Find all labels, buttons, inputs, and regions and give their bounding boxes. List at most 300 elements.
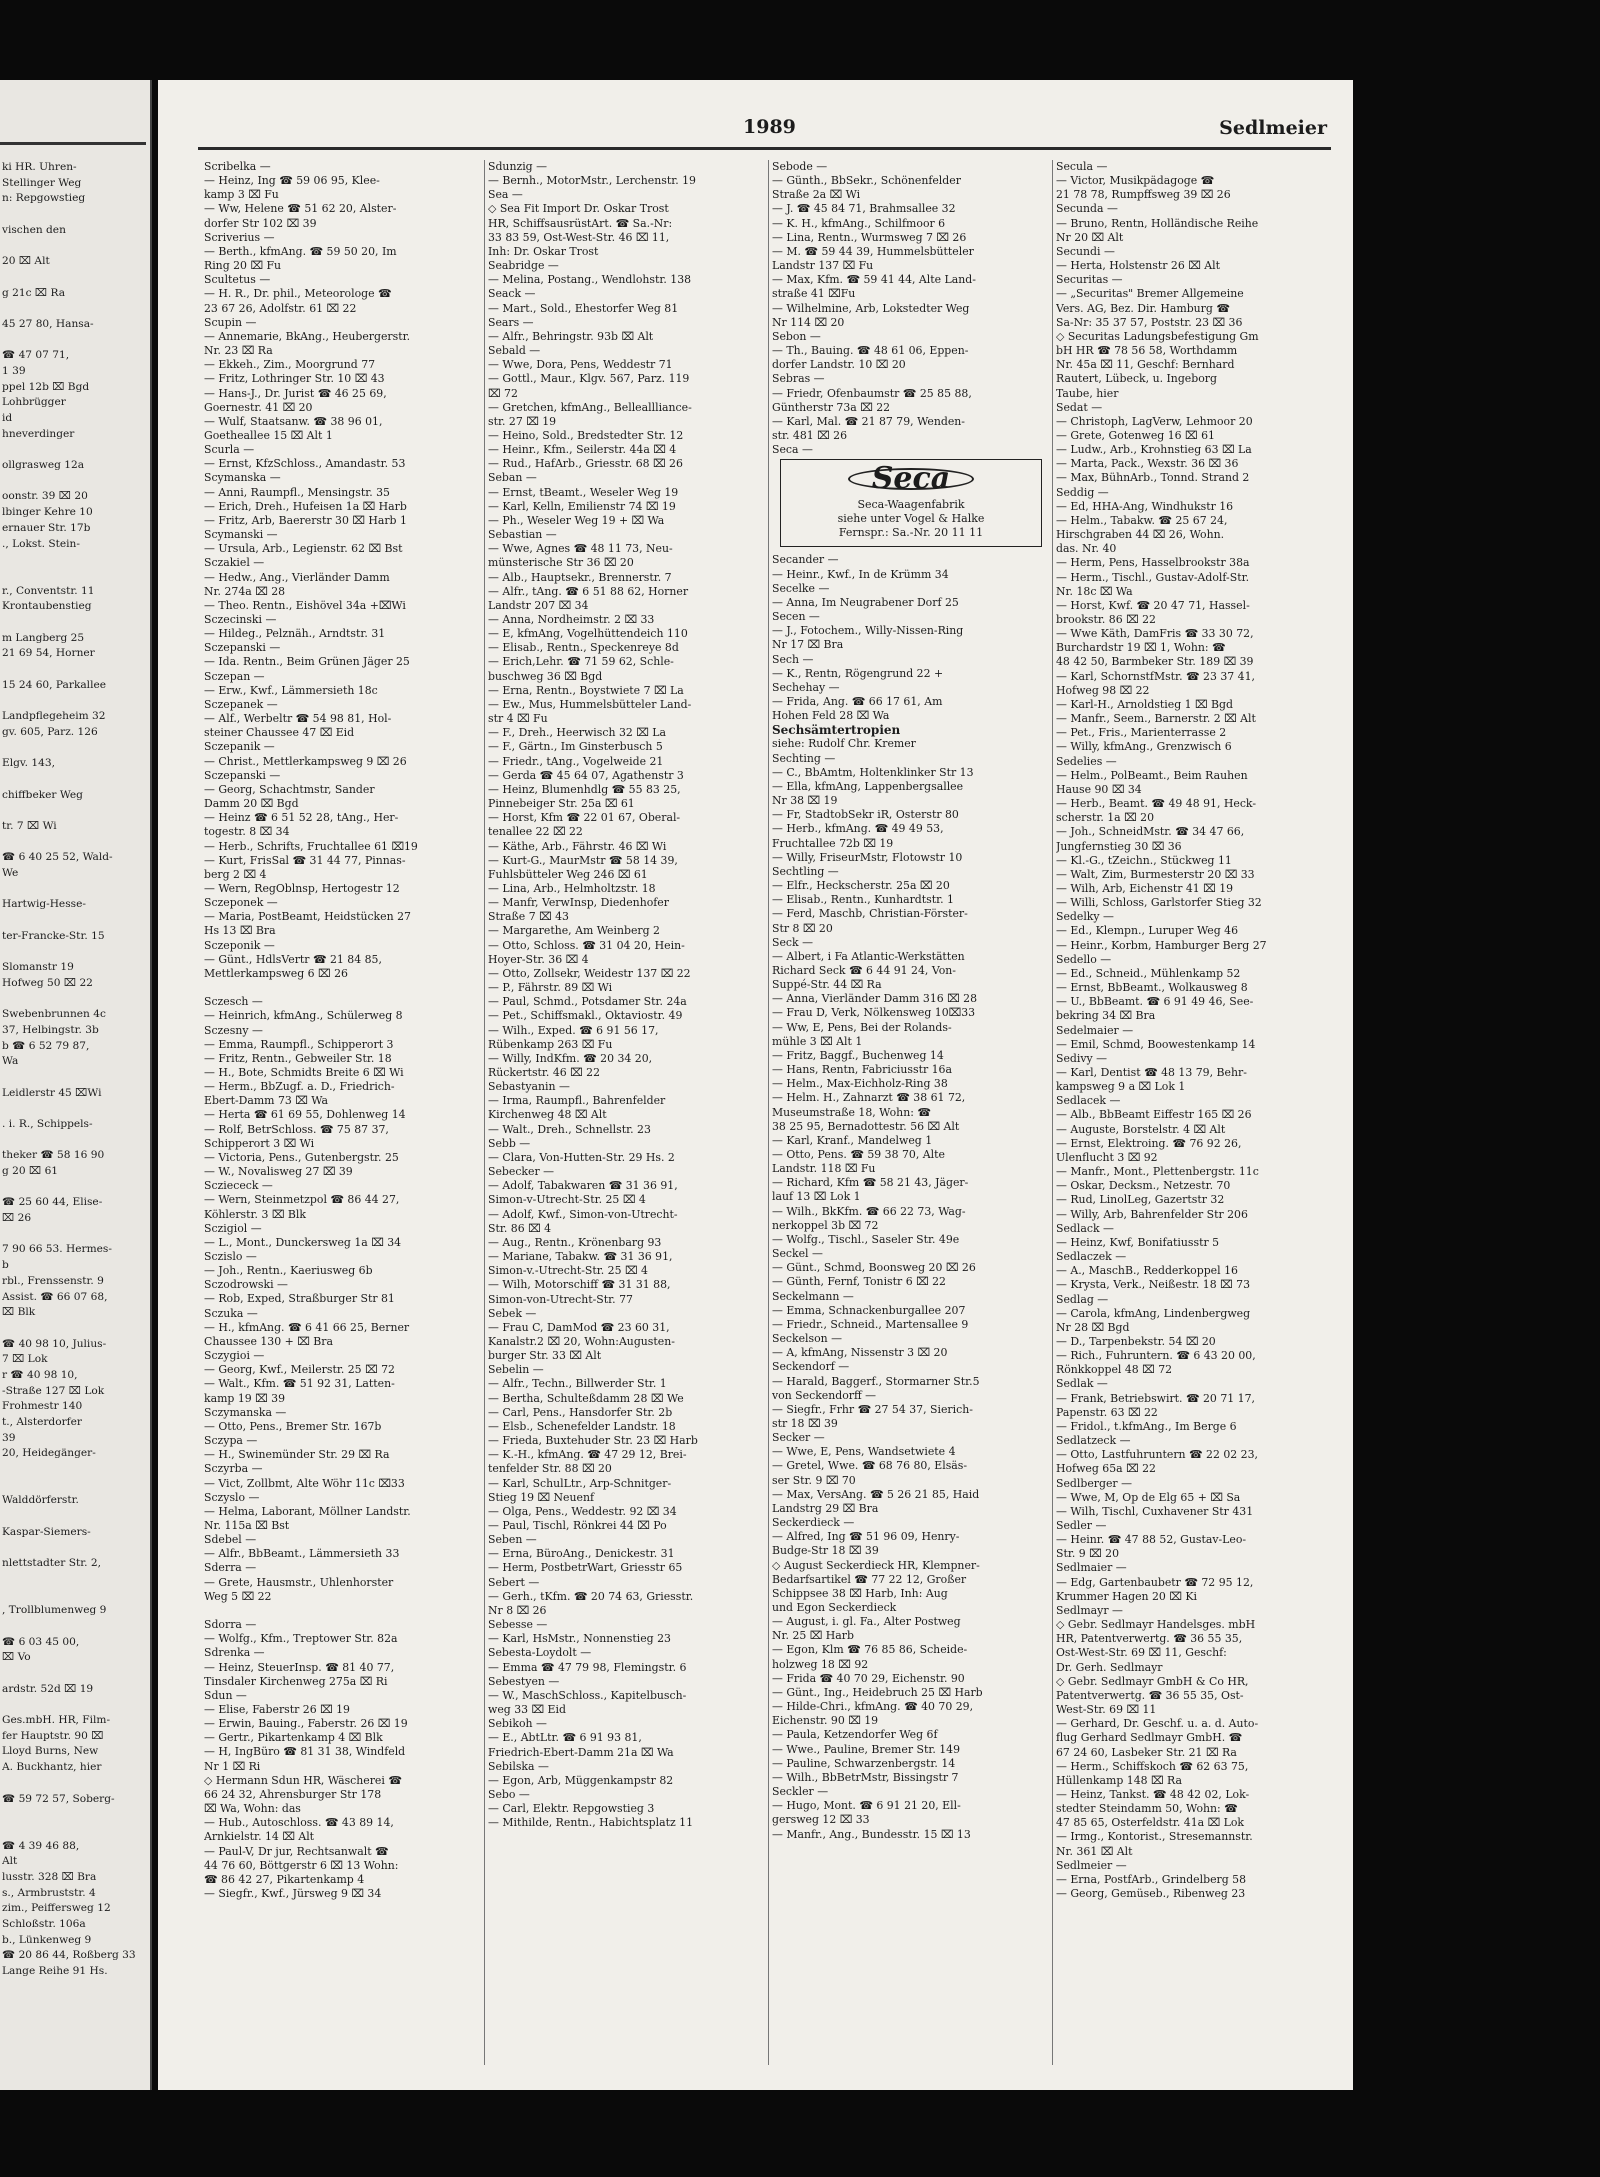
left-page-text <box>2 160 152 1980</box>
directory-entry-line: — K. H., kfmAng., Schilfmoor 6 <box>772 216 946 230</box>
left-page-line <box>2 568 152 584</box>
directory-entry-line: — Günth, Fernf, Tonistr 6 ⌧ 22 <box>772 1275 946 1289</box>
left-page-line: ⌧ Blk <box>2 1306 36 1319</box>
directory-entry-line: tenfelder Str. 88 ⌧ 20 <box>488 1462 612 1476</box>
left-page-line: ☎ 6 40 25 52, Wald- <box>2 851 113 864</box>
directory-entry-line: — Karl, HsMstr., Nonnenstieg 23 <box>488 1632 671 1646</box>
left-page-line: g 20 ⌧ 61 <box>2 1165 59 1177</box>
left-page-line <box>2 991 152 1007</box>
directory-entry-line: 33 83 59, Ost-West-Str. 46 ⌧ 11, <box>488 230 670 244</box>
directory-entry-line: Richard Seck ☎ 6 44 91 24, Von- <box>772 963 956 977</box>
surname-heading: Secula — <box>1056 160 1108 173</box>
directory-entry-line: — Alb., BbBeamt Eiffestr 165 ⌧ 26 <box>1056 1108 1252 1122</box>
directory-entry-line: — Herta, Holstenstr 26 ⌧ Alt <box>1056 259 1220 273</box>
directory-entry-line: Friedrich-Ebert-Damm 21a ⌧ Wa <box>488 1745 674 1759</box>
left-page-line: r ☎ 40 98 10, <box>2 1368 78 1381</box>
directory-entry-line: Hofweg 65a ⌧ 22 <box>1056 1462 1156 1476</box>
directory-entry-line: — Christ., Mettlerkampsweg 9 ⌧ 26 <box>204 754 407 768</box>
directory-entry-line: Museumstraße 18, Wohn: ☎ <box>772 1105 931 1119</box>
directory-entry-line: — Joh., Rentn., Kaeriusweg 6b <box>204 1264 373 1278</box>
surname-heading: Sedelky — <box>1056 910 1114 924</box>
directory-entry-line: — Willi, Schloss, Garlstorfer Stieg 32 <box>1056 896 1262 910</box>
directory-entry-line: Simon-v.-Utrecht-Str. 25 ⌧ 4 <box>488 1264 648 1278</box>
directory-entry-line: — Alf., Werbeltr ☎ 54 98 81, Hol- <box>204 712 392 726</box>
directory-entry-line: — Wilh., BkKfm. ☎ 66 22 73, Wag- <box>772 1204 966 1218</box>
directory-entry-line: — Frida, Ang. ☎ 66 17 61, Am <box>772 695 943 708</box>
directory-entry-line: — Horst, Kwf. ☎ 20 47 71, Hassel- <box>1056 598 1250 612</box>
directory-entry-line: — Paula, Ketzendorfer Weg 6f <box>772 1728 938 1742</box>
directory-entry-line: — Max, BühnArb., Tonnd. Strand 2 <box>1056 471 1250 485</box>
left-page-line: tr. 7 ⌧ Wi <box>2 819 57 832</box>
surname-heading: Sedlmeier — <box>1056 1858 1127 1872</box>
directory-entry-line: — Hans-J., Dr. Jurist ☎ 46 25 69, <box>204 386 387 400</box>
left-page-line: ki HR. Uhren- <box>2 161 77 173</box>
directory-entry-line: scherstr. 1a ⌧ 20 <box>1056 811 1155 825</box>
directory-entry-line: — F., Gärtn., Im Ginsterbusch 5 <box>488 740 663 754</box>
directory-entry-line: Köhlerstr. 3 ⌧ Blk <box>204 1207 306 1221</box>
left-page-line: Ges.mbH. HR, Film- <box>2 1714 111 1727</box>
surname-heading: Scurla — <box>204 443 255 457</box>
directory-entry-line: Nr. 115a ⌧ Bst <box>204 1518 290 1532</box>
surname-heading: Secundi — <box>1056 244 1115 258</box>
surname-heading: Seckel — <box>772 1247 823 1261</box>
directory-entry-line: — Joh., SchneidMstr. ☎ 34 47 66, <box>1056 825 1245 839</box>
left-page-line <box>2 270 152 286</box>
surname-heading: Sczeponek — <box>204 896 278 910</box>
left-page-line: r., Conventstr. 11 <box>2 584 95 597</box>
surname-heading: Sczesny — <box>204 1023 263 1037</box>
left-page-line: ☎ 59 72 57, Soberg- <box>2 1792 115 1805</box>
left-page-rule <box>0 142 146 145</box>
directory-entry-line: stedter Steindamm 50, Wohn: ☎ <box>1056 1802 1238 1816</box>
surname-heading: Seckerdieck — <box>772 1516 855 1530</box>
directory-entry-line: — Kl.-G., tZeichn., Stückweg 11 <box>1056 853 1232 867</box>
directory-entry-line: — Pet., Schiffsmakl., Oktaviostr. 49 <box>488 1009 683 1023</box>
directory-entry-line: — Helm., PolBeamt., Beim Rauhen <box>1056 768 1248 782</box>
surname-heading: Secelke — <box>772 581 830 595</box>
directory-entry-line: — Gerhard, Dr. Geschf. u. a. d. Auto- <box>1056 1717 1259 1731</box>
directory-entry-line: — Margarethe, Am Weinberg 2 <box>488 924 660 938</box>
left-page-line <box>2 1101 152 1117</box>
directory-entry-line: — Karl, Dentist ☎ 48 13 79, Behr- <box>1056 1066 1247 1079</box>
directory-entry-line: — Heino, Sold., Bredstedter Str. 12 <box>488 428 684 442</box>
left-page-line <box>2 333 152 349</box>
left-page-line: b., Lünkenweg 9 <box>2 1933 92 1946</box>
left-page-line: 21 69 54, Horner <box>2 647 95 660</box>
directory-entry-line: — Georg, Kwf., Meilerstr. 25 ⌧ 72 <box>204 1363 395 1377</box>
directory-entry-line: — Erich,Lehr. ☎ 71 59 62, Schle- <box>488 655 674 669</box>
surname-heading: Sebestyen — <box>488 1674 560 1688</box>
directory-entry-line: Krummer Hagen 20 ⌧ Ki <box>1056 1589 1197 1603</box>
directory-entry-line: kampsweg 9 a ⌧ Lok 1 <box>1056 1080 1186 1094</box>
directory-entry-line: Mettlerkampsweg 6 ⌧ 26 <box>204 966 348 980</box>
surname-heading: Securitas — <box>1056 273 1123 287</box>
surname-heading: von Seckendorff — <box>772 1388 877 1402</box>
directory-entry-line: — Gretchen, kfmAng., Belleallliance- <box>488 400 692 414</box>
column-divider <box>1052 160 1053 2065</box>
left-page-line: ☎ 6 03 45 00, <box>2 1635 80 1648</box>
directory-entry-line: — Richard, Kfm ☎ 58 21 43, Jäger- <box>772 1176 969 1190</box>
directory-entry-line: — Herm, PostbetrWart, Griesstr 65 <box>488 1561 683 1575</box>
directory-entry-line: — E, kfmAng, Vogelhüttendeich 110 <box>488 627 688 641</box>
directory-entry-line: — Albert, i Fa Atlantic-Werkstätten <box>772 949 965 963</box>
directory-entry-line: ◇ August Seckerdieck HR, Klempner- <box>772 1558 980 1572</box>
directory-entry-line: nerkoppel 3b ⌧ 72 <box>772 1218 879 1232</box>
directory-entry-line: — Hub., Autoschloss. ☎ 43 89 14, <box>204 1816 394 1830</box>
directory-entry-line: — Egon, Klm ☎ 76 85 86, Scheide- <box>772 1643 968 1657</box>
surname-heading: Sczecinski — <box>204 613 277 626</box>
directory-entry-line: 44 76 60, Böttgerstr 6 ⌧ 13 Wohn: <box>204 1858 399 1872</box>
directory-entry-line: — E., AbtLtr. ☎ 6 91 93 81, <box>488 1731 642 1745</box>
directory-entry-line: — W., MaschSchloss., Kapitelbusch- <box>488 1688 687 1702</box>
left-page-line: ., Lokst. Stein- <box>2 537 80 550</box>
directory-entry-line: — Paul-V, Dr jur, Rechtsanwalt ☎ <box>204 1844 389 1858</box>
surname-heading: Sczepan — <box>204 669 265 683</box>
left-page-line <box>2 1541 152 1557</box>
left-page-line <box>2 1572 152 1588</box>
directory-entry-line: — Fritz, Arb, Baererstr 30 ⌧ Harb 1 <box>204 513 407 527</box>
directory-entry-line: — Horst, Kfm ☎ 22 01 67, Oberal- <box>488 811 681 825</box>
advertisement-line: Fernspr.: Sa.-Nr. 20 11 11 <box>838 526 984 540</box>
directory-entry-line: — Victoria, Pens., Gutenbergstr. 25 <box>204 1150 399 1164</box>
directory-entry-line: — Frau C, DamMod ☎ 23 60 31, <box>488 1320 670 1334</box>
directory-entry-line: mühle 3 ⌧ Alt 1 <box>772 1034 863 1048</box>
left-page-line: Walddörferstr. <box>2 1494 79 1507</box>
left-page-line: Stellinger Weg <box>2 176 82 189</box>
left-page-line <box>2 1462 152 1478</box>
directory-entry-line: — Irmg., Kontorist., Stresemannstr. <box>1056 1830 1253 1844</box>
left-page-line: t., Alsterdorfer <box>2 1416 82 1428</box>
left-page-line <box>2 1666 152 1682</box>
left-page-line: Landpflegeheim 32 <box>2 710 106 723</box>
left-page-line <box>2 1588 152 1604</box>
directory-entry-line: — Günt., Schmd, Boonsweg 20 ⌧ 26 <box>772 1261 976 1275</box>
directory-entry-line: — Fritz, Lothringer Str. 10 ⌧ 43 <box>204 372 385 386</box>
left-page-line <box>2 835 152 851</box>
directory-entry-line: HR, Patentverwertg. ☎ 36 55 35, <box>1056 1632 1243 1646</box>
directory-entry-line <box>204 981 482 995</box>
directory-entry-line: Jungfernstieg 30 ⌧ 36 <box>1056 839 1182 853</box>
directory-entry-line: buschweg 36 ⌧ Bgd <box>488 669 603 683</box>
directory-entry-line: — Ursula, Arb., Legienstr. 62 ⌧ Bst <box>204 542 403 556</box>
directory-entry-line: Patentverwertg. ☎ 36 55 35, Ost- <box>1056 1688 1244 1702</box>
directory-entry-line: Vers. AG, Bez. Dir. Hamburg ☎ <box>1056 301 1230 315</box>
directory-entry-line: — Berth., kfmAng. ☎ 59 50 20, Im <box>204 244 397 258</box>
left-page-line <box>2 442 152 458</box>
directory-entry-line: — Willy, IndKfm. ☎ 20 34 20, <box>488 1051 653 1065</box>
directory-entry-line: — K., Rentn, Rögengrund 22 + <box>772 666 944 680</box>
directory-entry-line: — Pet., Fris., Marienterrasse 2 <box>1056 726 1227 740</box>
directory-entry-line: Hirschgraben 44 ⌧ 26, Wohn. <box>1056 528 1225 542</box>
left-page-line: , Trollblumenweg 9 <box>2 1604 107 1617</box>
left-page-line: ☎ 4 39 46 88, <box>2 1839 80 1852</box>
directory-entry-line: — Pauline, Schwarzenbergstr. 14 <box>772 1756 956 1770</box>
left-page-line <box>2 662 152 678</box>
directory-entry-line: — H., Bote, Schmidts Breite 6 ⌧ Wi <box>204 1065 404 1079</box>
directory-entry-line: — Hugo, Mont. ☎ 6 91 21 20, Ell- <box>772 1799 961 1813</box>
surname-heading: Sebecker — <box>488 1165 555 1179</box>
directory-entry-line: — Willy, kfmAng., Grenzwisch 6 <box>1056 740 1232 754</box>
directory-entry-line: — Alfr., Behringstr. 93b ⌧ Alt <box>488 329 654 343</box>
surname-heading: Scriverius — <box>204 230 275 244</box>
directory-entry-line: Fruchtallee 72b ⌧ 19 <box>772 836 894 850</box>
surname-heading: Sczepanski — <box>204 641 281 655</box>
directory-entry-line: — Auguste, Borstelstr. 4 ⌧ Alt <box>1056 1122 1226 1136</box>
directory-entry-line: — Rolf, BetrSchloss. ☎ 75 87 37, <box>204 1122 389 1136</box>
directory-entry-line: — Herm., Schiffskoch ☎ 62 63 75, <box>1056 1759 1249 1773</box>
running-head: Sedlmeier <box>1219 117 1327 139</box>
left-page-line: Assist. ☎ 66 07 68, <box>2 1290 108 1303</box>
surname-heading: Seckelson — <box>772 1332 843 1346</box>
directory-entry-line: Chaussee 130 + ⌧ Bra <box>204 1334 333 1348</box>
directory-entry-line: — Hans, Rentn, Fabriciusstr 16a <box>772 1063 952 1077</box>
directory-entry-line: — Mariane, Tabakw. ☎ 31 36 91, <box>488 1250 673 1264</box>
directory-entry-line: Budge-Str 18 ⌧ 39 <box>772 1544 879 1558</box>
surname-heading: Sebert — <box>488 1575 540 1589</box>
directory-entry-line: — Wwe Käth, DamFris ☎ 33 30 72, <box>1056 627 1254 641</box>
directory-entry-line: — Frau D, Verk, Nölkensweg 10⌧33 <box>772 1006 976 1020</box>
directory-entry-line: ◇ Sea Fit Import Dr. Oskar Trost <box>488 202 669 216</box>
directory-entry-line: — Erich, Dreh., Hufeisen 1a ⌧ Harb <box>204 499 407 513</box>
left-page-line <box>2 803 152 819</box>
surname-heading: Sebald — <box>488 344 541 358</box>
directory-entry-line: 67 24 60, Lasbeker Str. 21 ⌧ Ra <box>1056 1745 1237 1759</box>
surname-heading: Sedello — <box>1056 952 1112 966</box>
directory-entry-line: — Clara, Von-Hutten-Str. 29 Hs. 2 <box>488 1150 675 1164</box>
directory-entry-line: — Herb., kfmAng. ☎ 49 49 53, <box>772 822 944 836</box>
left-page-line <box>2 1823 152 1839</box>
surname-heading: Secander — <box>772 553 839 567</box>
directory-entry-line: Ring 20 ⌧ Fu <box>204 259 282 273</box>
surname-heading: Sedlack — <box>1056 1221 1114 1235</box>
left-page-line: vischen den <box>2 223 66 236</box>
directory-entry-line: kamp 3 ⌧ Fu <box>204 188 279 202</box>
directory-entry-line: gersweg 12 ⌧ 33 <box>772 1813 870 1827</box>
directory-entry-line: — Lina, Rentn., Wurmsweg 7 ⌧ 26 <box>772 230 967 244</box>
left-page-line <box>2 740 152 756</box>
directory-column-1 <box>204 160 482 1901</box>
directory-entry-line: — Gretel, Wwe. ☎ 68 76 80, Elsäs- <box>772 1459 968 1473</box>
directory-entry-line: — Ekkeh., Zim., Moorgrund 77 <box>204 358 376 372</box>
directory-entry-line: — Adolf, Kwf., Simon-von-Utrecht- <box>488 1207 678 1221</box>
surname-heading: Sczodrowski — <box>204 1278 288 1292</box>
left-page-line: 39 <box>2 1431 16 1444</box>
directory-entry-line: ◇ Gebr. Sedlmayr GmbH & Co HR, <box>1056 1674 1249 1688</box>
surname-heading: Sebb — <box>488 1136 531 1150</box>
directory-entry-line: — A., MaschB., Redderkoppel 16 <box>1056 1264 1238 1278</box>
surname-heading: Sdun — <box>204 1688 247 1702</box>
left-page-line: We <box>2 866 19 879</box>
directory-entry-line: — Ww, Helene ☎ 51 62 20, Alster- <box>204 202 397 216</box>
directory-entry-line: — Ella, kfmAng, Lappenbergsallee <box>772 779 964 793</box>
surname-heading: Sczigiol — <box>204 1221 262 1235</box>
surname-heading: Scribelka — <box>204 160 271 173</box>
directory-entry-line: berg 2 ⌧ 4 <box>204 867 267 881</box>
left-page-line: Schloßstr. 106a <box>2 1918 86 1930</box>
left-page-line: Slomanstr 19 <box>2 961 74 974</box>
left-page-line: theker ☎ 58 16 90 <box>2 1149 105 1162</box>
left-page-line: ardstr. 52d ⌧ 19 <box>2 1682 94 1695</box>
directory-entry-line: — Georg, Gemüseb., Ribenweg 23 <box>1056 1887 1246 1901</box>
directory-entry-line: — Heinz, Tankst. ☎ 48 42 02, Lok- <box>1056 1787 1250 1801</box>
directory-entry-line: — Manfr., Seem., Barnerstr. 2 ⌧ Alt <box>1056 712 1256 726</box>
surname-heading: Sebelin — <box>488 1363 544 1377</box>
directory-entry-line: Nr. 274a ⌧ 28 <box>204 584 286 598</box>
section-heading: Sechsämtertropien <box>772 723 901 738</box>
directory-entry-line: bekring 34 ⌧ Bra <box>1056 1009 1156 1023</box>
left-page-line: s., Armbruststr. 4 <box>2 1886 96 1899</box>
left-page-line <box>2 1478 152 1494</box>
surname-heading: Sedlatzeck — <box>1056 1434 1131 1448</box>
directory-entry-line: — Kurt-G., MaurMstr ☎ 58 14 39, <box>488 853 678 867</box>
surname-heading: Sczakiel — <box>204 556 265 570</box>
directory-entry-line: — Wilh, Tischl, Cuxhavener Str 431 <box>1056 1504 1254 1518</box>
directory-entry-line: Goetheallee 15 ⌧ Alt 1 <box>204 428 333 442</box>
directory-entry-line: — Anna, Im Neugrabener Dorf 25 <box>772 595 959 609</box>
surname-heading: Sedlag — <box>1056 1292 1109 1306</box>
left-page-line <box>2 913 152 929</box>
surname-heading: Sebras — <box>772 372 825 386</box>
directory-entry-line: — Günth., BbSekr., Schönenfelder <box>772 174 961 188</box>
left-page-line: ☎ 20 86 44, Roßberg 33 <box>2 1949 136 1962</box>
directory-entry-line: — Wilhelmine, Arb, Lokstedter Weg <box>772 301 970 315</box>
directory-entry-line: Güntherstr 73a ⌧ 22 <box>772 400 891 414</box>
left-page-line <box>2 1227 152 1243</box>
directory-column-2 <box>488 160 766 1830</box>
left-page-line: 7 90 66 53. Hermes- <box>2 1243 112 1256</box>
directory-entry-line: — Wilh., BbBetrMstr, Bissingstr 7 <box>772 1770 959 1784</box>
left-page-line: Hofweg 50 ⌧ 22 <box>2 976 93 989</box>
directory-entry-line: — Mithilde, Rentn., Habichtsplatz 11 <box>488 1816 694 1830</box>
left-page-line <box>2 772 152 788</box>
directory-entry-line: — Adolf, Tabakwaren ☎ 31 36 91, <box>488 1179 678 1193</box>
surname-heading: Seckelmann — <box>772 1289 854 1303</box>
directory-entry-line: Papenstr. 63 ⌧ 22 <box>1056 1405 1158 1419</box>
directory-entry-line: — Helm., Tabakw. ☎ 25 67 24, <box>1056 513 1228 527</box>
directory-entry-line: — L., Mont., Dunckersweg 1a ⌧ 34 <box>204 1235 402 1249</box>
directory-entry-line: Landstr 207 ⌧ 34 <box>488 598 589 612</box>
directory-entry-line: — Vict, Zollbmt, Alte Wöhr 11c ⌧33 <box>204 1476 405 1490</box>
directory-entry-line: — J., Fotochem., Willy-Nissen-Ring <box>772 624 964 638</box>
left-page-line: ⌧ Vo <box>2 1651 31 1664</box>
directory-entry-line: — Victor, Musikpädagoge ☎ <box>1056 174 1215 188</box>
surname-heading: Seckler — <box>772 1785 829 1799</box>
left-page-line: chiffbeker Weg <box>2 788 83 801</box>
left-page-line <box>2 882 152 898</box>
scan-border-bottom <box>0 2090 1600 2177</box>
surname-heading: Sedler — <box>1056 1519 1107 1532</box>
left-page-line: rbl., Frenssenstr. 9 <box>2 1274 104 1287</box>
directory-entry-line: Rautert, Lübeck, u. Ingeborg <box>1056 372 1217 386</box>
left-page-line: zim., Peiffersweg 12 <box>2 1902 111 1915</box>
directory-entry-line: — Emma, Raumpfl., Schipperort 3 <box>204 1037 394 1051</box>
left-page-line <box>2 615 152 631</box>
surname-heading: Seck — <box>772 935 813 949</box>
directory-entry-line: — Grete, Hausmstr., Uhlenhorster <box>204 1575 394 1589</box>
directory-entry-line: — Gertr., Pikartenkamp 4 ⌧ Blk <box>204 1731 383 1745</box>
header-rule <box>198 147 1331 150</box>
surname-heading: Sczygioi — <box>204 1349 265 1363</box>
directory-entry-line: — Olga, Pens., Weddestr. 92 ⌧ 34 <box>488 1504 677 1518</box>
left-page-line: Frohmestr 140 <box>2 1400 83 1413</box>
left-page-line: Elgv. 143, <box>2 757 55 770</box>
directory-entry-line: Nr 17 ⌧ Bra <box>772 638 844 652</box>
directory-entry-line: Ost-West-Str. 69 ⌧ 11, Geschf: <box>1056 1646 1227 1660</box>
directory-entry-line: — Bernh., MotorMstr., Lerchenstr. 19 <box>488 174 696 188</box>
surname-heading: Sears — <box>488 315 534 329</box>
surname-heading: Sebek — <box>488 1306 537 1320</box>
directory-entry-line: steiner Chaussee 47 ⌧ Eid <box>204 726 355 740</box>
surname-heading: Sdorra — <box>204 1618 257 1632</box>
directory-entry-line: — Fridol., t.kfmAng., Im Berge 6 <box>1056 1419 1237 1433</box>
directory-entry-line: — Wilh., Exped. ☎ 6 91 56 17, <box>488 1023 659 1037</box>
left-page-line <box>2 1509 152 1525</box>
directory-entry-line: — Edg, Gartenbaubetr ☎ 72 95 12, <box>1056 1575 1254 1589</box>
directory-entry-line: — Karl, Kelln, Emilienstr 74 ⌧ 19 <box>488 499 676 513</box>
left-page-line: . i. R., Schippels- <box>2 1117 93 1130</box>
directory-entry-line: — Erwin, Bauing., Faberstr. 26 ⌧ 19 <box>204 1717 408 1731</box>
left-page-fragment <box>0 80 152 2090</box>
directory-entry-line: Hofweg 98 ⌧ 22 <box>1056 683 1150 697</box>
directory-entry-line: — Elise, Faberstr 26 ⌧ 19 <box>204 1703 350 1716</box>
directory-entry-line: Hohen Feld 28 ⌧ Wa <box>772 709 890 723</box>
directory-entry-line: — Friedr., Schneid., Martensallee 9 <box>772 1317 969 1331</box>
directory-entry-line: — Christoph, LagVerw, Lehmoor 20 <box>1056 414 1253 428</box>
directory-entry-line: — Friedr., tAng., Vogelweide 21 <box>488 754 664 768</box>
directory-entry-line: Ulenflucht 3 ⌧ 92 <box>1056 1150 1158 1164</box>
surname-heading: Sebikoh — <box>488 1717 547 1731</box>
directory-entry-line: — Wwe., Pauline, Bremer Str. 149 <box>772 1742 961 1756</box>
surname-heading: Sedivy — <box>1056 1051 1108 1065</box>
surname-heading: Seban — <box>488 471 537 485</box>
surname-heading: Sczislo — <box>204 1250 257 1264</box>
directory-entry-line: — Max, Kfm. ☎ 59 41 44, Alte Land- <box>772 273 976 287</box>
column-divider <box>484 160 485 2065</box>
directory-entry-line: — Wulf, Staatsanw. ☎ 38 96 01, <box>204 414 383 428</box>
directory-entry-line: — Gottl., Maur., Klgv. 567, Parz. 119 <box>488 372 690 386</box>
left-page-line: ppel 12b ⌧ Bgd <box>2 380 90 393</box>
directory-entry-line: — Helma, Laborant, Möllner Landstr. <box>204 1504 411 1518</box>
directory-entry-line: — Walt., Kfm. ☎ 51 92 31, Latten- <box>204 1377 395 1391</box>
surname-heading: Sea — <box>488 188 523 202</box>
directory-entry-line: Simon-v-Utrecht-Str. 25 ⌧ 4 <box>488 1193 646 1207</box>
left-page-line: Alt <box>2 1855 18 1868</box>
directory-entry-line: holzweg 18 ⌧ 92 <box>772 1657 869 1671</box>
left-page-line: ollgrasweg 12a <box>2 459 85 472</box>
left-page-line: gv. 605, Parz. 126 <box>2 725 98 738</box>
directory-entry-line: — Irma, Raumpfl., Bahrenfelder <box>488 1094 666 1108</box>
directory-entry-line: Schippsee 38 ⌧ Harb, Inh: Aug <box>772 1586 948 1600</box>
directory-entry-line: — Karl-H., Arnoldstieg 1 ⌧ Bgd <box>1056 697 1234 711</box>
directory-entry-line: — Wern, Steinmetzpol ☎ 86 44 27, <box>204 1193 400 1207</box>
directory-entry-line: — Herm., BbZugf. a. D., Friedrich- <box>204 1080 395 1094</box>
left-page-line: b ☎ 6 52 79 87, <box>2 1039 90 1052</box>
directory-entry-line: — Helm. H., Zahnarzt ☎ 38 61 72, <box>772 1091 966 1105</box>
directory-entry-line: Nr 1 ⌧ Ri <box>204 1759 261 1773</box>
directory-entry-line: — Heinr., Kfm., Seilerstr. 44a ⌧ 4 <box>488 443 677 457</box>
directory-entry-line: Bedarfsartikel ☎ 77 22 12, Großer <box>772 1572 967 1586</box>
surname-heading: Sdebel — <box>204 1533 257 1547</box>
directory-entry-line: — Heinr., Korbm, Hamburger Berg 27 <box>1056 938 1267 952</box>
surname-heading: Sebo — <box>488 1787 530 1801</box>
directory-entry-line: — Karl, Mal. ☎ 21 87 79, Wenden- <box>772 414 965 428</box>
page-number: 1989 <box>743 116 796 138</box>
left-page-line: lusstr. 328 ⌧ Bra <box>2 1870 97 1883</box>
directory-entry-line: — Wolfg., Kfm., Treptower Str. 82a <box>204 1632 398 1646</box>
left-page-line <box>2 1070 152 1086</box>
surname-heading: Sechting — <box>772 751 836 765</box>
directory-entry-line: — A, kfmAng, Nissenstr 3 ⌧ 20 <box>772 1346 948 1360</box>
